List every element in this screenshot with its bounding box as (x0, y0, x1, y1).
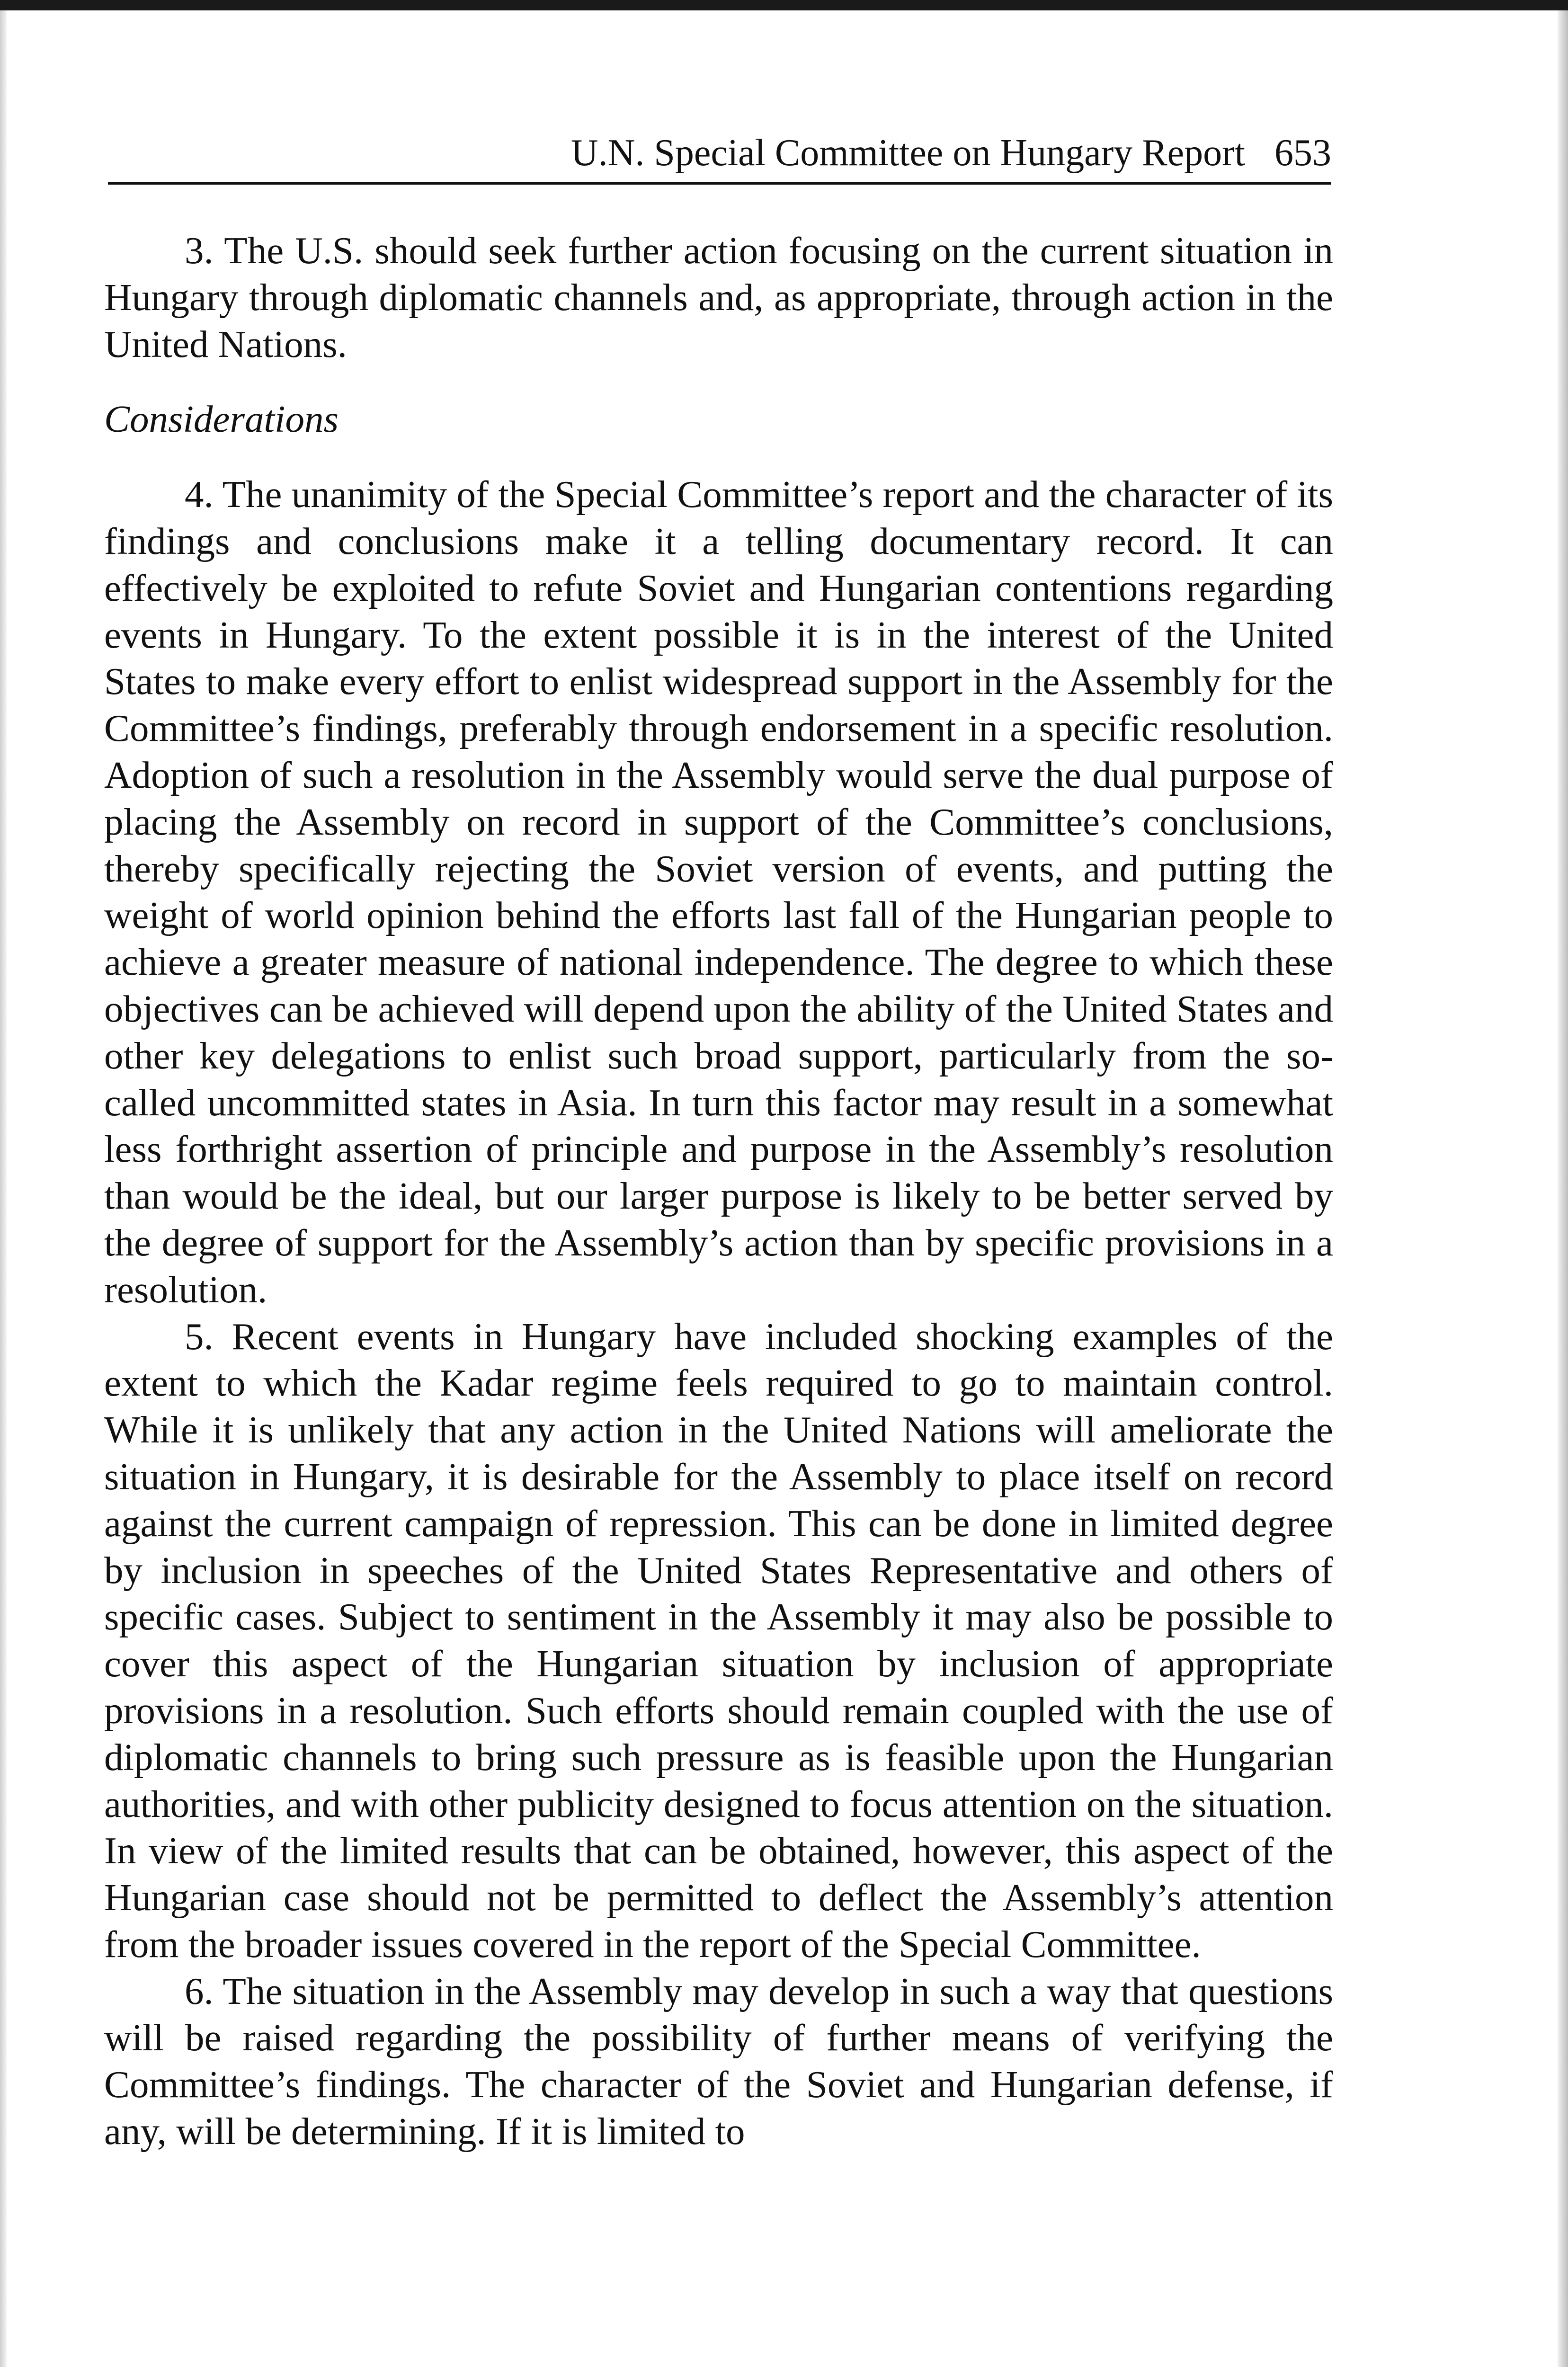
section-heading: Considerations (104, 398, 339, 441)
running-head-title: U.N. Special Committee on Hungary Report (570, 132, 1245, 174)
running-head (108, 127, 1331, 185)
paragraph-4: 4. The unanimity of the Special Committee’s report and the character of its findings and conclusions make it a telling documentary record. It can effectively be exploited to refute Soviet and Hungarian contentions regarding events in Hungary. To the extent possible it is in the interest of the United States to make every effort to enlist widespread support in the Assembly for the Committee’s findings, preferably through endorsement in a specific resolution. Adoption of such a resolution in the Assembly would serve the dual purpose of placing the Assembly on record in support of the Committee’s conclusions, thereby specifically rejecting the Soviet version of events, and putting the weight of world opinion behind the efforts last fall of the Hungarian people to achieve a greater measure of national independence. The degree to which these objectives can be achieved will depend upon the ability of the United States and other key delegations to enlist such broad support, particularly from the so-called uncommitted states in Asia. In turn this factor may result in a somewhat less forthright assertion of principle and purpose in the Assembly’s resolution than would be the ideal, but our larger purpose is likely to be better served by the degree of support for the Assembly’s action than by specific provisions in a resolution. (104, 473, 1333, 1311)
scan-left-edge (0, 10, 7, 2367)
scan-right-edge (1558, 10, 1568, 2367)
paragraph-3: 3. The U.S. should seek further action focusing on the current situation in Hungary through diplomatic channels and, as appropriate, through action in the United Nations. (104, 229, 1333, 365)
paragraph-5: 5. Recent events in Hungary have included shocking examples of the extent to which the Kadar regime feels required to go to maintain control. While it is unlikely that any action in the United Nations will ameliorate the situation in Hungary, it is desirable for the Assembly to place itself on record against the current campaign of repression. This can be done in limited degree by inclusion in speeches of the United States Representative and others of specific cases. Subject to sentiment in the Assembly it may also be possible to cover this aspect of the Hungarian situation by inclusion of appropriate provisions in a resolution. Such efforts should remain coupled with the use of diplomatic channels to bring such pressure as is feasible upon the Hungarian authorities, and with other publicity designed to focus attention on the situation. In view of the limited results that can be obtained, however, this aspect of the Hungarian case should not be permitted to deflect the Assembly’s attention from the broader issues covered in the report of the Special Committee. (104, 1315, 1333, 1966)
page-body (104, 227, 1333, 2155)
page-number: 653 (1274, 132, 1331, 174)
paragraph-6: 6. The situation in the Assembly may develop in such a way that questions will be raised regarding the possibility of further means of verifying the Committee’s findings. The character of the Soviet and Hungarian defense, if any, will be determining. If it is limited to (104, 1969, 1333, 2153)
scan-top-edge (0, 0, 1568, 10)
